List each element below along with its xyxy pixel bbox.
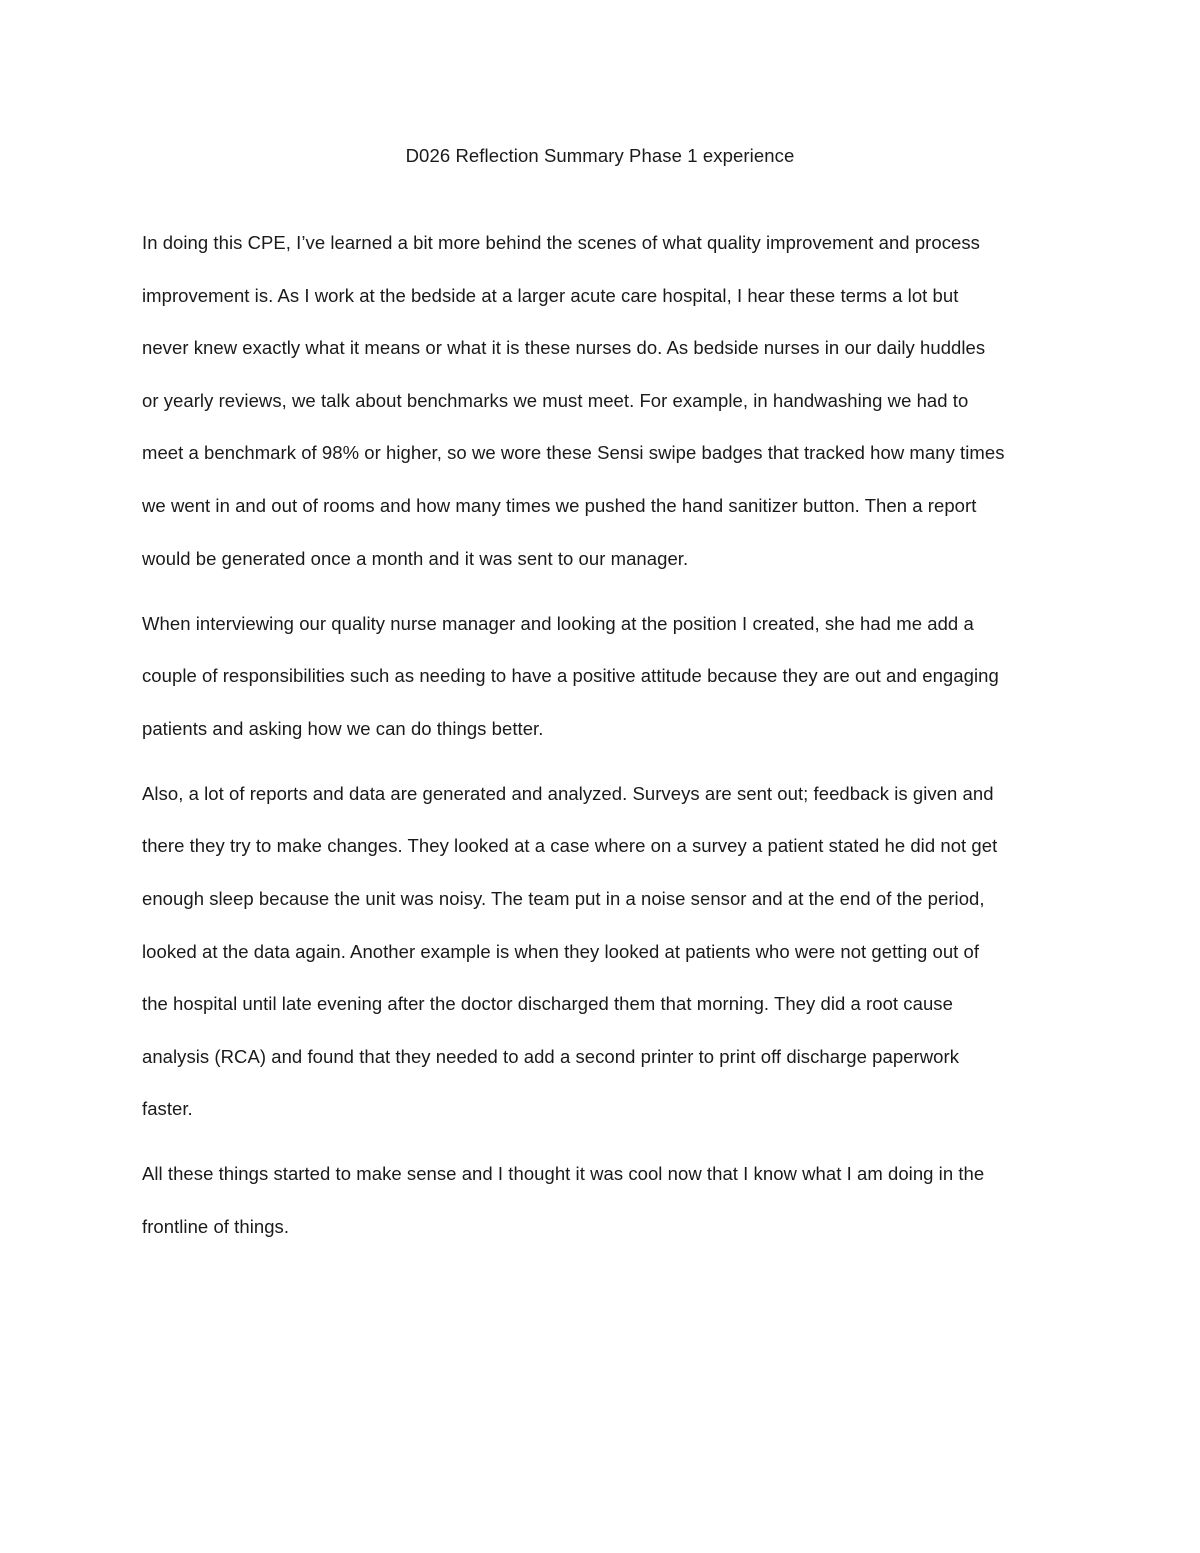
text-line: analysis (RCA) and found that they needed to add a second printer to print off discharge paperwork	[142, 1045, 959, 1067]
paragraph-4	[142, 1159, 1062, 1262]
text-line: would be generated once a month and it was sent to our manager.	[142, 547, 689, 569]
text-line: improvement is. As I work at the bedside at a larger acute care hospital, I hear these terms a lot but	[142, 284, 959, 306]
text-line: couple of responsibilities such as needing to have a positive attitude because they are out and engaging	[142, 665, 999, 687]
paragraph-2	[142, 609, 1062, 764]
text-line: never knew exactly what it means or what it is these nurses do. As bedside nurses in our daily huddles	[142, 337, 986, 359]
text-line: meet a benchmark of 98% or higher, so we wore these Sensi swipe badges that tracked how many times	[142, 442, 1005, 464]
text-line: All these things started to make sense and I thought it was cool now that I know what I am doing in the	[142, 1163, 985, 1185]
text-line: we went in and out of rooms and how many times we pushed the hand sanitizer button. Then a report	[142, 494, 977, 516]
text-line: faster.	[142, 1098, 193, 1120]
text-line: looked at the data again. Another example is when they looked at patients who were not getting out of	[142, 940, 980, 962]
document-body	[142, 228, 1062, 1277]
text-line: patients and asking how we can do things better.	[142, 717, 544, 739]
paragraph-1	[142, 228, 1062, 594]
text-line: When interviewing our quality nurse manager and looking at the position I created, she had me add a	[142, 612, 974, 634]
text-line: Also, a lot of reports and data are generated and analyzed. Surveys are sent out; feedback is given and	[142, 782, 994, 804]
text-line: there they try to make changes. They looked at a case where on a survey a patient stated he did not get	[142, 835, 998, 857]
paragraph-3	[142, 779, 1062, 1145]
text-line: or yearly reviews, we talk about benchmarks we must meet. For example, in handwashing we had to	[142, 389, 969, 411]
text-line: frontline of things.	[142, 1215, 290, 1237]
text-line: the hospital until late evening after the doctor discharged them that morning. They did a root cause	[142, 993, 953, 1015]
text-line: enough sleep because the unit was noisy. The team put in a noise sensor and at the end of the period,	[142, 887, 985, 909]
text-line: In doing this CPE, I’ve learned a bit more behind the scenes of what quality improvement and process	[142, 232, 980, 253]
document-title: D026 Reflection Summary Phase 1 experience	[405, 145, 795, 166]
